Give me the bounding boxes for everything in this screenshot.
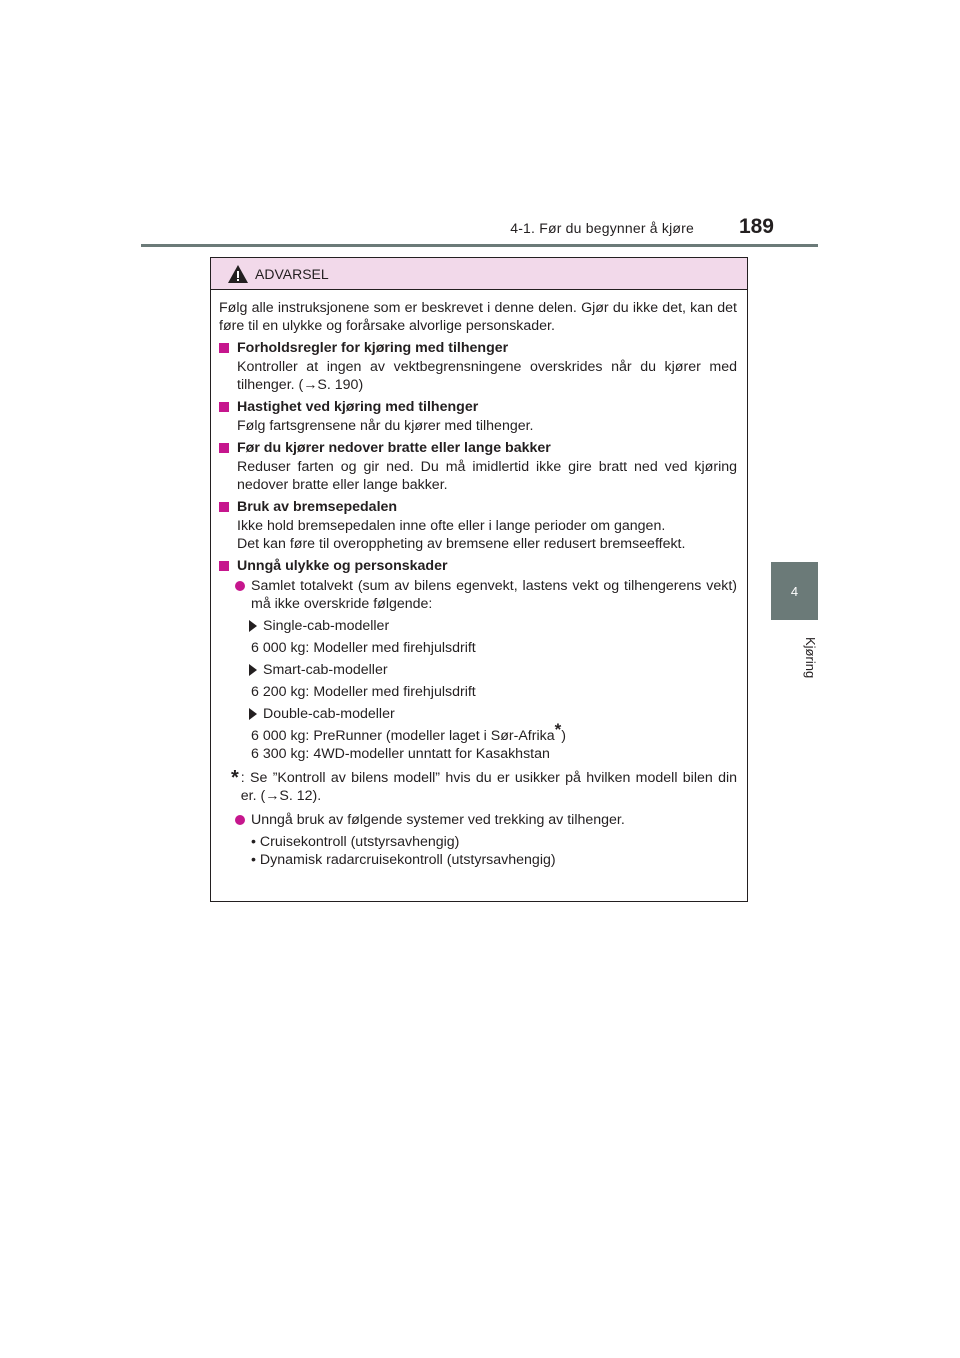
page-number: 189 [738, 215, 774, 238]
chapter-number: 4 [790, 583, 799, 599]
model-weight: 6 200 kg: Modeller med firehjulsdrift [251, 684, 476, 700]
section-text: Reduser farten og gir ned. Du må imidlertid ikke gire bratt ned ved kjøring nedover bratte eller lange bakker. [237, 459, 737, 493]
header-rule [141, 244, 818, 247]
section-text-line: Det kan føre til overoppheting av bremsene eller redusert bremseeffekt. [237, 536, 686, 552]
warning-header [211, 258, 747, 290]
system-item: • Dynamisk radarcruisekontroll (utstyrsavhengig) [251, 852, 556, 868]
section-heading-text: Unngå ulykke og personskader [237, 558, 448, 574]
model-weight-line: 6 300 kg: 4WD-modeller unntatt for Kasakhstan [251, 746, 550, 762]
list-item [235, 811, 737, 829]
warning-body [211, 290, 747, 869]
model-name: Double-cab-modeller [263, 706, 395, 722]
square-bullet-icon [219, 561, 229, 571]
footnote-text: : Se ”Kontroll av bilens modell” hvis du er usikker på hvilken modell bilen din er. (→S. 12). [240, 770, 737, 804]
footnote [231, 769, 737, 805]
section-text-line: Ikke hold bremsepedalen inne ofte eller i lange perioder om gangen. [237, 518, 666, 534]
footnote-star: * [554, 720, 562, 739]
chapter-tab [771, 562, 818, 620]
chapter-name: Kjøring [803, 637, 818, 679]
section-heading-text: Før du kjører nedover bratte eller lange bakker [237, 440, 551, 456]
round-bullet-icon [235, 581, 245, 591]
list-item-text: Unngå bruk av følgende systemer ved trekking av tilhenger. [251, 812, 625, 828]
section-heading [219, 398, 737, 416]
section-text [237, 517, 737, 553]
model-name: Smart-cab-modeller [263, 662, 388, 678]
system-item: • Cruisekontroll (utstyrsavhengig) [251, 834, 460, 850]
model-heading [249, 705, 737, 723]
model-heading [249, 661, 737, 679]
model-weight [251, 720, 737, 763]
triangle-arrow-icon [249, 708, 257, 720]
triangle-arrow-icon [249, 620, 257, 632]
model-heading [249, 617, 737, 635]
warning-box [210, 257, 748, 902]
square-bullet-icon [219, 502, 229, 512]
list-item-text: Samlet totalvekt (sum av bilens egenvekt, lastens vekt og tilhengerens vekt) må ikke overskride følgende: [251, 578, 737, 612]
footnote-mark: * [231, 767, 239, 789]
section-text: Følg fartsgrensene når du kjører med tilhenger. [237, 418, 534, 434]
section-heading [219, 339, 737, 357]
section-heading [219, 498, 737, 516]
section-heading-text: Forholdsregler for kjøring med tilhenger [237, 340, 509, 356]
page-header [0, 0, 960, 250]
square-bullet-icon [219, 443, 229, 453]
square-bullet-icon [219, 402, 229, 412]
warning-title: ADVARSEL [255, 265, 329, 282]
section-heading [219, 557, 737, 575]
warning-triangle-icon [227, 264, 249, 284]
square-bullet-icon [219, 343, 229, 353]
section-text: Kontroller at ingen av vektbegrensningene overskrides når du kjører med tilhenger. (→S. 190) [237, 359, 737, 393]
section-heading-text: Hastighet ved kjøring med tilhenger [237, 399, 479, 415]
triangle-arrow-icon [249, 664, 257, 676]
warning-intro: Følg alle instruksjonene som er beskrevet i denne delen. Gjør du ikke det, kan det føre til en ulykke og forårsake alvorlige personskader. [219, 300, 737, 334]
system-list [251, 833, 737, 869]
section-heading-text: Bruk av bremsepedalen [237, 499, 398, 515]
model-name: Single-cab-modeller [263, 618, 390, 634]
model-weight: 6 000 kg: Modeller med firehjulsdrift [251, 640, 476, 656]
section-title: 4-1. Før du begynner å kjøre [510, 220, 694, 236]
list-item [235, 577, 737, 613]
section-heading [219, 439, 737, 457]
round-bullet-icon [235, 815, 245, 825]
model-weight-line: 6 000 kg: PreRunner (modeller laget i Sør-Afrika*) [251, 720, 566, 744]
